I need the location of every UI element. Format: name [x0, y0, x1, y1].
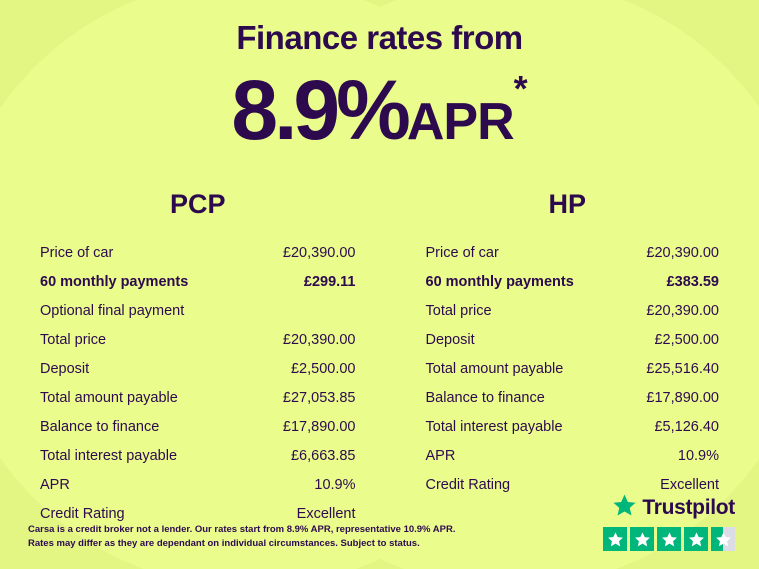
row-value: £2,500.00 — [290, 360, 356, 377]
star-icon-filled — [603, 527, 627, 551]
rate-unit: APR — [406, 93, 514, 152]
trustpilot-wordmark: Trustpilot — [642, 496, 735, 519]
row-value: £20,390.00 — [282, 331, 356, 348]
footer — [0, 496, 759, 569]
star-icon-filled — [657, 527, 681, 551]
table-row — [40, 238, 356, 267]
row-label: Total price — [425, 302, 492, 319]
trustpilot-star-icon — [612, 493, 637, 523]
row-value: £2,500.00 — [654, 331, 719, 348]
table-row — [426, 354, 720, 383]
row-label: APR — [40, 476, 70, 493]
row-value: Excellent — [660, 476, 719, 493]
row-label: Credit Rating — [40, 505, 125, 522]
table-row — [40, 325, 356, 354]
row-label: 60 monthly payments — [425, 273, 574, 290]
row-label: Deposit — [425, 331, 475, 348]
row-label: Price of car — [40, 244, 114, 261]
row-label: Price of car — [425, 244, 499, 261]
row-label: Balance to finance — [425, 389, 545, 406]
star-icon-half — [711, 527, 735, 551]
row-label: Total interest payable — [425, 418, 563, 435]
row-label: Optional final payment — [40, 302, 185, 319]
table-row — [426, 267, 720, 296]
table-row — [426, 383, 720, 412]
star-icon-filled — [630, 527, 654, 551]
row-label: APR — [425, 447, 456, 464]
trustpilot-logo — [603, 493, 735, 523]
row-value: £5,126.40 — [654, 418, 719, 435]
headline-rate — [0, 62, 759, 159]
table-row — [426, 296, 720, 325]
column-title-hp: HP — [548, 189, 586, 220]
finance-column-pcp — [40, 189, 380, 528]
row-value: 10.9% — [314, 476, 356, 493]
trustpilot-stars — [603, 527, 735, 551]
column-title-pcp: PCP — [169, 189, 226, 220]
table-row — [426, 238, 720, 267]
table-row — [426, 325, 720, 354]
row-label: Total price — [40, 331, 107, 348]
row-value: £17,890.00 — [282, 418, 356, 435]
row-value: £25,516.40 — [646, 360, 719, 377]
row-value: £6,663.85 — [290, 447, 356, 464]
row-value: 10.9% — [677, 447, 719, 464]
table-row — [40, 470, 356, 499]
table-row — [40, 412, 356, 441]
disclaimer-text: Carsa is a credit broker not a lender. Our rates start from 8.9% APR, representative 10.9% APR. Rates may differ as they are dependant on individual circumstances. Subject to status. — [28, 524, 456, 550]
row-value: £20,390.00 — [646, 302, 719, 319]
row-value: £20,390.00 — [282, 244, 356, 261]
trustpilot-rating — [603, 493, 735, 551]
row-value: Excellent — [296, 505, 356, 522]
row-label: Credit Rating — [425, 476, 511, 493]
table-row — [40, 354, 356, 383]
row-label: 60 monthly payments — [40, 273, 189, 290]
asterisk-marker: * — [513, 68, 528, 110]
table-row — [40, 267, 356, 296]
table-row — [426, 441, 720, 470]
row-label: Total interest payable — [40, 447, 178, 464]
row-label: Total amount payable — [425, 360, 564, 377]
finance-column-hp — [380, 189, 720, 528]
table-row — [40, 383, 356, 412]
finance-comparison — [0, 189, 759, 528]
row-value: £299.11 — [303, 273, 356, 290]
table-row — [40, 441, 356, 470]
table-row — [426, 412, 720, 441]
row-value: £20,390.00 — [646, 244, 719, 261]
table-row — [40, 296, 356, 325]
rate-number: 8.9% — [231, 63, 407, 158]
row-value: £27,053.85 — [282, 389, 356, 406]
row-value: £17,890.00 — [646, 389, 719, 406]
row-label: Deposit — [40, 360, 90, 377]
row-label: Balance to finance — [40, 418, 160, 435]
row-label: Total amount payable — [40, 389, 178, 406]
page-title: Finance rates from — [236, 19, 523, 56]
star-icon-filled — [684, 527, 708, 551]
row-value: £383.59 — [666, 273, 719, 290]
